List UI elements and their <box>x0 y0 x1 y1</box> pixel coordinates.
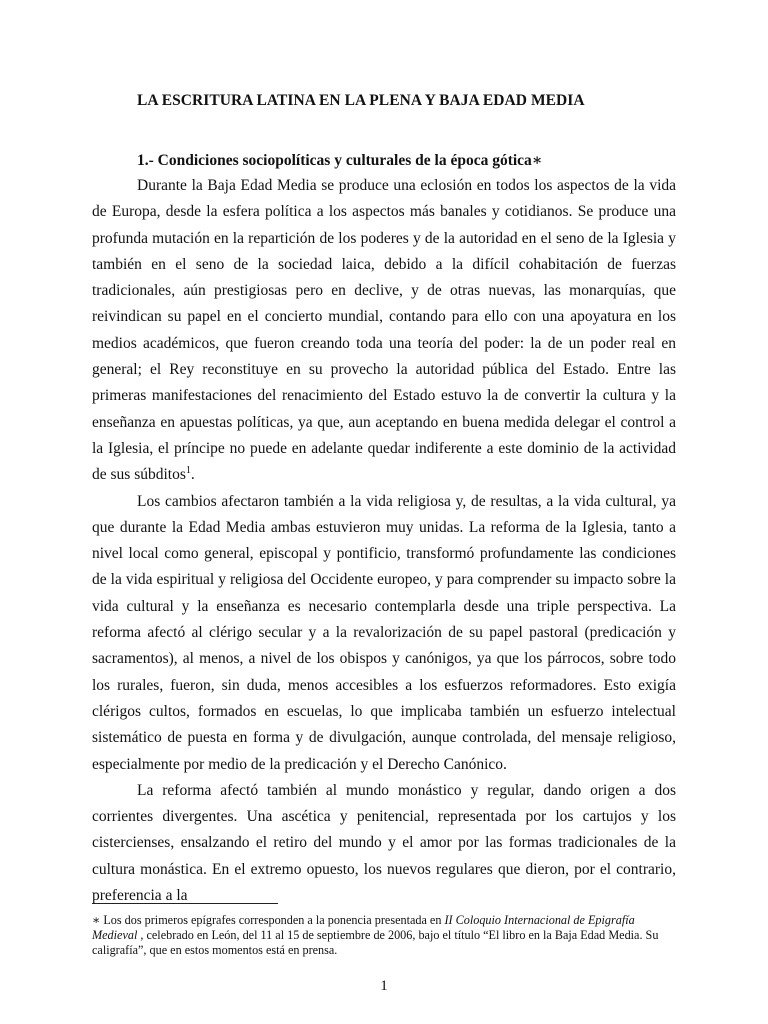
section-heading: 1.- Condiciones sociopolíticas y culturales de la época gótica∗ <box>137 152 543 169</box>
paragraph-text: Los cambios afectaron también a la vida religiosa y, de resultas, a la vida cultural, ya que durante la Edad Media ambas estuvieron muy unidas. La reforma de la Iglesia, tanto a nivel local como general, episcopal y pontificio, transformó profundamente las condiciones de la vida espiritual y religiosa del Occidente europeo, y para comprender su impacto sobre la vida cultural y la enseñanza es necesario contemplarla desde una triple perspectiva. La reforma afectó al clérigo secular y a la revalorización de su papel pastoral (predicación y sacramentos), al menos, a nivel de los obispos y canónigos, ya que los párrocos, sobre todo los rurales, fueron, sin duda, menos accesibles a los esfuerzos reformadores. Esto exigía clérigos cultos, formados en escuelas, lo que implicaba también un esfuerzo intelectual sistemático de puesta en forma y de divulgación, aunque controlada, del mensaje religioso, especialmente por medio de la predicación y el Derecho Canónico. <box>92 492 676 773</box>
document-title: LA ESCRITURA LATINA EN LA PLENA Y BAJA EDAD MEDIA <box>137 92 585 109</box>
footnote-text-after: , celebrado en León, del 11 al 15 de septiembre de 2006, bajo el título “El libro en la Baja Edad Media. Su caligrafía”, que en estos momentos está en prensa. <box>92 928 659 958</box>
footnote-reference: 1 <box>185 465 191 477</box>
paragraph-tail: . <box>190 466 195 484</box>
footnote <box>92 913 676 959</box>
footnote-italic-title: II Coloquio Internacional de Epigrafía Medieval <box>92 913 635 943</box>
paragraph-text: La reforma afectó también al mundo monástico y regular, dando origen a dos corrientes divergentes. Una ascética y penitencial, representada por los cartujos y los cistercienses, ensalzando el retiro del mundo y el amor por las formas tradicionales de la cultura monástica. En el extremo opuesto, los nuevos regulares que dieron, por el contrario, preferencia a la <box>92 781 676 905</box>
paragraph-text: Durante la Baja Edad Media se produce una eclosión en todos los aspectos de la vida de Europa, desde la esfera política a los aspectos más banales y cotidianos. Se produce una profunda mutación en la repartición de los poderes y de la autoridad en el seno de la Iglesia y también en el seno de la sociedad laica, debido a la difícil cohabitación de fuerzas tradicionales, aún prestigiosas pero en declive, y de otras nuevas, las monarquías, que reivindican su papel en el concierto mundial, contando para ello con una apoyatura en los medios académicos, que fueron creando toda una teoría del poder: la de un poder real en general; el Rey reconstituye en su provecho la autoridad pública del Estado. Entre las primeras manifestaciones del renacimiento del Estado estuvo la de convertir la cultura y la enseñanza en apuestas políticas, ya que, aun aceptando en buena medida delegar el control a la Iglesia, el príncipe no puede en adelante quedar indiferente a este dominio de la actividad de sus súbditos <box>92 177 676 484</box>
paragraph <box>92 778 676 909</box>
paragraph <box>92 489 676 778</box>
page-number: 1 <box>380 978 388 994</box>
body-text <box>92 173 676 909</box>
footnote-marker: ∗ <box>92 913 101 927</box>
footnote-text-before: Los dos primeros epígrafes corresponden a la ponencia presentada en <box>100 913 445 927</box>
footnote-separator <box>92 903 278 904</box>
paragraph <box>92 173 676 489</box>
